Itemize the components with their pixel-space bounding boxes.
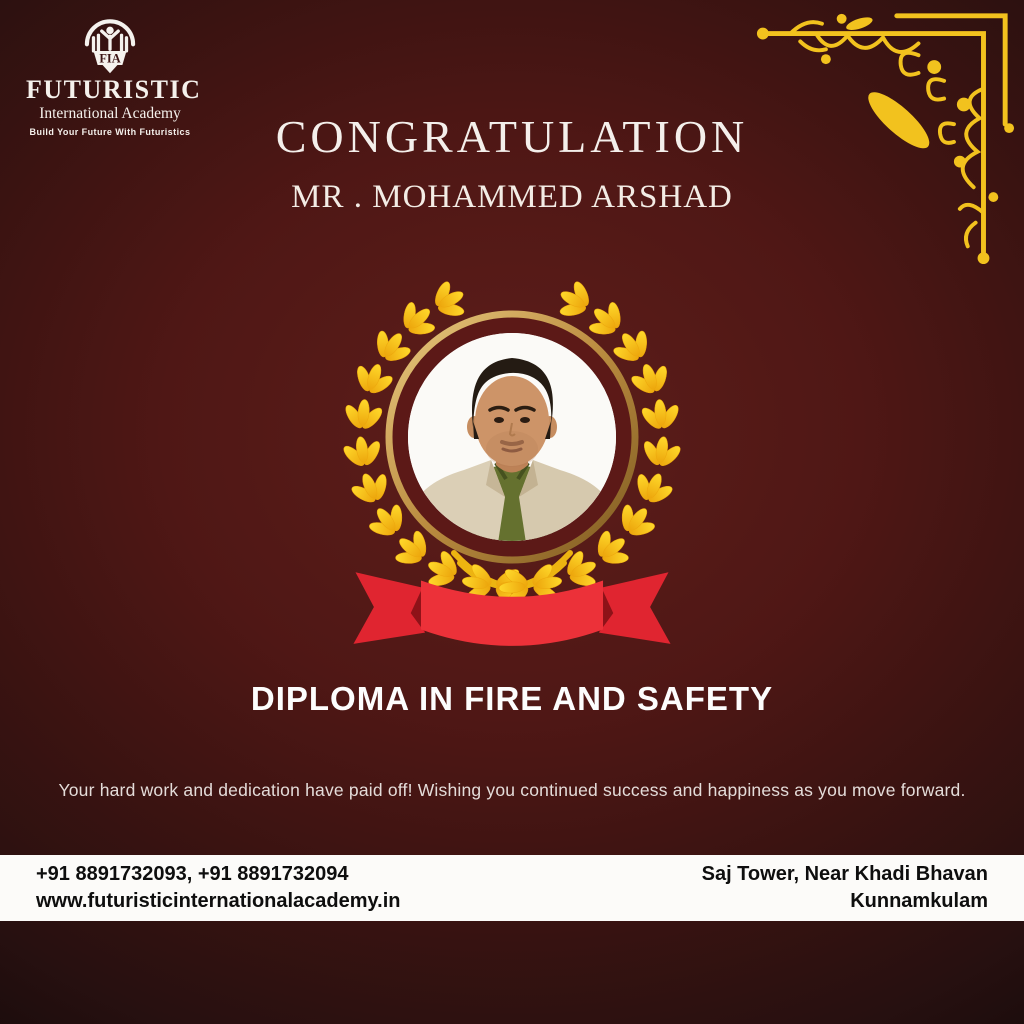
fia-emblem-icon — [77, 16, 143, 76]
fia-emblem-text: FIA — [99, 51, 121, 66]
course-title: DIPLOMA IN FIRE AND SAFETY — [250, 680, 774, 717]
footer-contact-left — [36, 861, 401, 915]
address-line-2: Kunnamkulam — [850, 890, 988, 912]
ribbon-banner-icon — [333, 569, 691, 664]
recipient-name: MR . MOHAMMED ARSHAD — [291, 179, 733, 215]
website-url: www.futuristicinternationalacademy.in — [36, 890, 401, 912]
brand-subtitle: International Academy — [39, 105, 181, 122]
congratulation-message: Your hard work and dedication have paid off! Wishing you continued success and happiness as you move forward. — [58, 780, 966, 800]
address-line-1: Saj Tower, Near Khadi Bhavan — [701, 863, 988, 885]
phone-numbers: +91 8891732093, +91 8891732094 — [36, 863, 349, 885]
portrait-photo — [408, 333, 616, 541]
footer-address — [702, 861, 988, 915]
portrait-illustration — [408, 333, 616, 541]
page-title: CONGRATULATION — [275, 111, 749, 162]
footer-contact-bar — [0, 855, 1024, 921]
brand-tagline: Build Your Future With Futuristics — [29, 127, 191, 137]
brand-name: FUTURISTIC — [26, 75, 202, 104]
